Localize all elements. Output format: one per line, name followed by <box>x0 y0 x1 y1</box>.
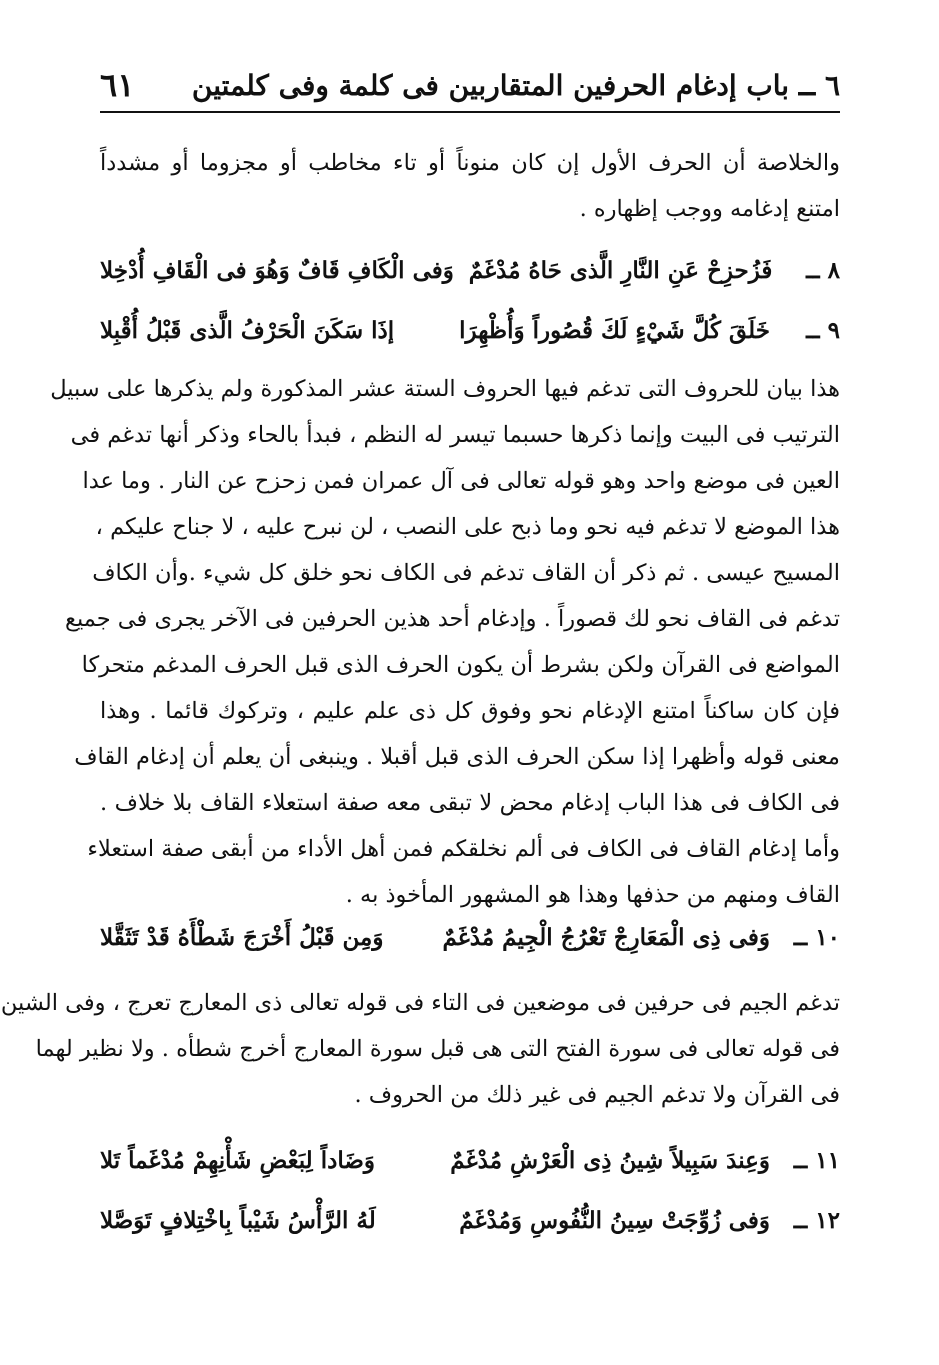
paragraph-explanation <box>50 366 840 918</box>
text-line: والخلاصة أن الحرف الأول إن كان منوناً أو تاء مخاطب أو مجزوما أو مشدداً <box>100 150 840 176</box>
text-line: المسيح عيسى . ثم ذكر أن القاف تدغم فى الكاف نحو خلق كل شيء .وأن الكاف <box>92 560 840 586</box>
verse-12 <box>100 1195 840 1245</box>
verse-first-hemistich: خَلَقَ كُلَّ شَيْءٍ لَكَ قُصُوراً وَأُظْهِرَا <box>459 316 770 344</box>
verse-second-hemistich: وَمِن قَبْلُ أَخْرَجَ شَطْأَهُ قَدْ تَثَقَّلا <box>100 923 384 951</box>
verse-second-hemistich: لَهُ الرَّأْسُ شَيْباً بِاخْتِلافٍ تَوَصَّلا <box>100 1206 376 1234</box>
verse-second-hemistich: وَفى الْكَافِ قَافٌ وَهُوَ فى الْقَافِ أُدْخِلا <box>100 256 454 284</box>
text-line: فإن كان ساكناً امتنع الإدغام نحو وفوق كل ذى علم عليم ، وتركوك قائما . وهذا <box>100 698 840 724</box>
verse-first-hemistich: فَزُحزِحْ عَنِ النَّارِ الَّذى حَاهُ مُدْغَمٌ <box>468 256 773 284</box>
text-line: امتنع إدغامه ووجب إظهاره . <box>579 196 840 222</box>
verse-first-hemistich: وَفى زُوِّجَتْ سِينُ النُّفُوسِ وَمُدْغَمٌ <box>459 1206 770 1234</box>
verse-number: ١٠ ــ <box>793 923 840 951</box>
text-line: تدغم فى القاف نحو لك قصوراً . وإدغام أحد هذين الحرفين فى الآخر يجرى فى جميع <box>64 606 840 632</box>
verse-second-hemistich: إذَا سَكَنَ الْحَرْفُ الَّذى قَبْلُ أُقْبِلا <box>100 316 395 344</box>
text-line: فى قوله تعالى فى سورة الفتح التى هى قبل سورة المعارج أخرج شطأه . ولا نظير لهما <box>35 1036 840 1062</box>
verse-second-hemistich: وَضَاداً لِبَعْضِ شَأْنِهِمْ مُدْغَماً تَلا <box>100 1146 375 1174</box>
text-line: هذا الموضع لا تدغم فيه نحو وما ذبح على النصب ، لن نبرح عليه ، لا جناح عليكم ، <box>95 514 840 540</box>
text-line: تدغم الجيم فى حرفين فى موضعين فى التاء فى قوله تعالى ذى المعارج تعرج ، وفى الشين <box>0 990 840 1016</box>
text-line: الترتيب فى البيت وإنما ذكرها حسبما تيسر له النظم ، فبدأ بالحاء وذكر أنها تدغم فى <box>70 422 840 448</box>
verse-8 <box>100 245 840 295</box>
text-line: العين فى موضع واحد وهو قوله تعالى فى آل عمران فمن زحزح عن النار . وما عدا <box>82 468 840 494</box>
verse-first-hemistich: وَفى ذِى الْمَعَارِجْ تَعْرُجُ الْجِيمُ مُدْغَمٌ <box>442 923 770 951</box>
paragraph-jim <box>0 980 840 1118</box>
page-number: ٦١ <box>100 66 135 104</box>
text-line: هذا بيان للحروف التى تدغم فيها الحروف الستة عشر المذكورة ولم يذكرها على سبيل <box>50 376 840 402</box>
header-rule <box>100 111 840 113</box>
verse-number: ١٢ ــ <box>793 1206 840 1234</box>
verse-11 <box>100 1135 840 1185</box>
chapter-title: ٦ ــ باب إدغام الحرفين المتقاربين فى كلمة وفى كلمتين <box>191 68 840 102</box>
text-line: فى الكاف فى هذا الباب إدغام محض لا تبقى معه صفة استعلاء القاف بلا خلاف . <box>100 790 840 816</box>
verse-first-hemistich: وَعِندَ سَبِيلاً شِينُ ذِى الْعَرْشِ مُدْغَمٌ <box>450 1146 770 1174</box>
paragraph-summary <box>100 140 840 232</box>
verse-9 <box>100 305 840 355</box>
text-line: معنى قوله وأظهرا إذا سكن الحرف الذى قبل أقبلا . وينبغى أن يعلم أن إدغام القاف <box>74 744 840 770</box>
text-line: فى القرآن ولا تدغم الجيم فى غير ذلك من الحروف . <box>354 1082 840 1108</box>
text-line: المواضع فى القرآن ولكن بشرط أن يكون الحرف الذى قبل الحرف المدغم متحركا <box>81 652 840 678</box>
page-header <box>100 60 840 110</box>
verse-number: ١١ ــ <box>793 1146 840 1174</box>
verse-number: ٩ ــ <box>806 316 840 344</box>
text-line: القاف ومنهم من حذفها وهذا هو المشهور المأخوذ به . <box>345 882 840 908</box>
text-line: وأما إدغام القاف فى الكاف فى ألم نخلقكم فمن أهل الأداء من أبقى صفة استعلاء <box>87 836 840 862</box>
verse-number: ٨ ــ <box>806 256 840 284</box>
verse-10 <box>100 912 840 962</box>
